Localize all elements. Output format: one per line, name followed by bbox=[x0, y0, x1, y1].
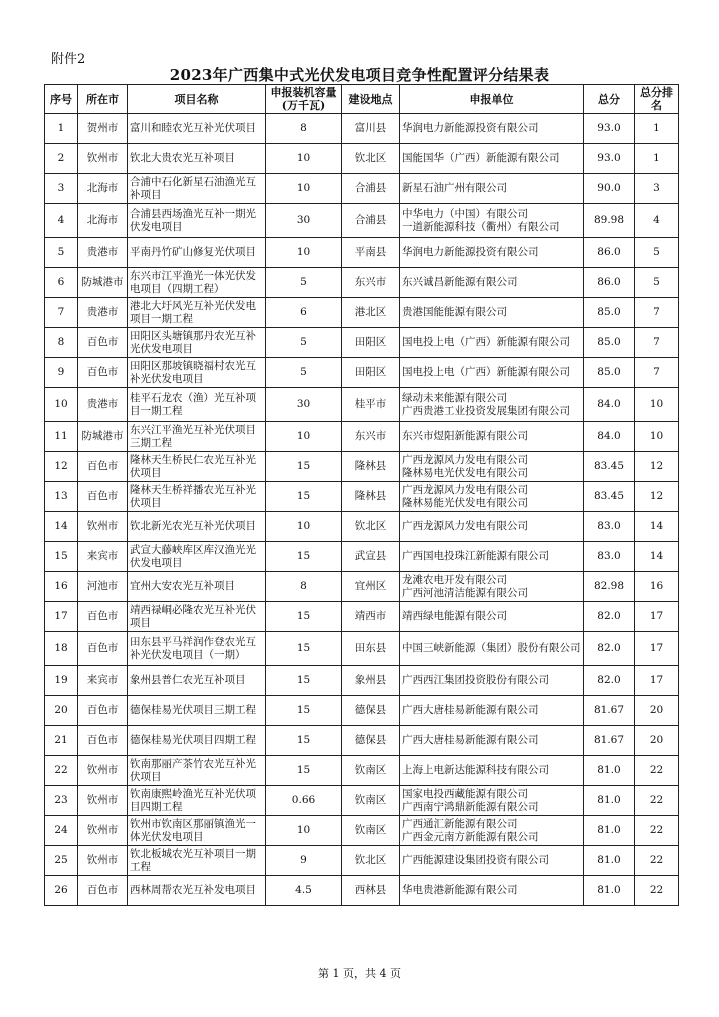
row-number: 1 bbox=[45, 114, 78, 144]
capacity-cell: 30 bbox=[266, 204, 342, 238]
city-cell: 钦州市 bbox=[78, 512, 128, 542]
rank-cell: 22 bbox=[635, 786, 679, 816]
score-cell: 82.0 bbox=[584, 666, 635, 696]
capacity-cell: 15 bbox=[266, 632, 342, 666]
capacity-cell: 15 bbox=[266, 696, 342, 726]
header-capacity: 申报装机容量(万千瓦) bbox=[266, 85, 342, 114]
location-cell: 钦南区 bbox=[342, 756, 400, 786]
project-name-cell: 田阳区头塘镇那丹农光互补光伏发电项目 bbox=[128, 328, 266, 358]
city-cell: 百色市 bbox=[78, 632, 128, 666]
row-number: 20 bbox=[45, 696, 78, 726]
applicant-cell: 广西国电投珠江新能源有限公司 bbox=[400, 542, 584, 572]
score-cell: 85.0 bbox=[584, 358, 635, 388]
city-cell: 钦州市 bbox=[78, 144, 128, 174]
applicant-cell: 广西大唐桂易新能源有限公司 bbox=[400, 726, 584, 756]
location-cell: 宜州区 bbox=[342, 572, 400, 602]
score-cell: 86.0 bbox=[584, 268, 635, 298]
city-cell: 百色市 bbox=[78, 328, 128, 358]
rank-cell: 17 bbox=[635, 632, 679, 666]
header-city: 所在市 bbox=[78, 85, 128, 114]
capacity-cell: 30 bbox=[266, 388, 342, 422]
attachment-label: 附件2 bbox=[51, 52, 86, 67]
location-cell: 靖西市 bbox=[342, 602, 400, 632]
project-name-cell: 合浦县西场渔光互补一期光伏发电项目 bbox=[128, 204, 266, 238]
header-no: 序号 bbox=[45, 85, 78, 114]
project-name-cell: 东兴市江平渔光一体光伏发电项目（四期工程） bbox=[128, 268, 266, 298]
score-cell: 83.45 bbox=[584, 482, 635, 512]
city-cell: 钦州市 bbox=[78, 816, 128, 846]
score-cell: 86.0 bbox=[584, 238, 635, 268]
capacity-cell: 15 bbox=[266, 756, 342, 786]
score-cell: 81.0 bbox=[584, 756, 635, 786]
score-cell: 85.0 bbox=[584, 298, 635, 328]
row-number: 14 bbox=[45, 512, 78, 542]
location-cell: 钦北区 bbox=[342, 512, 400, 542]
capacity-cell: 4.5 bbox=[266, 876, 342, 906]
table-row bbox=[45, 328, 679, 358]
table-row bbox=[45, 632, 679, 666]
capacity-cell: 5 bbox=[266, 328, 342, 358]
city-cell: 河池市 bbox=[78, 572, 128, 602]
rank-cell: 16 bbox=[635, 572, 679, 602]
city-cell: 百色市 bbox=[78, 452, 128, 482]
results-table bbox=[44, 84, 679, 906]
location-cell: 富川县 bbox=[342, 114, 400, 144]
capacity-cell: 8 bbox=[266, 114, 342, 144]
location-cell: 港北区 bbox=[342, 298, 400, 328]
project-name-cell: 钦北板城农光互补项目一期工程 bbox=[128, 846, 266, 876]
city-cell: 百色市 bbox=[78, 358, 128, 388]
table-row bbox=[45, 846, 679, 876]
project-name-cell: 钦南那丽产茶竹农光互补光伏项目 bbox=[128, 756, 266, 786]
city-cell: 百色市 bbox=[78, 602, 128, 632]
score-cell: 82.0 bbox=[584, 632, 635, 666]
location-cell: 钦南区 bbox=[342, 786, 400, 816]
applicant-cell: 华电贵港新能源有限公司 bbox=[400, 876, 584, 906]
location-cell: 德保县 bbox=[342, 726, 400, 756]
capacity-cell: 5 bbox=[266, 268, 342, 298]
table-row bbox=[45, 816, 679, 846]
applicant-cell: 绿动未来能源有限公司 广西贵港工业投资发展集团有限公司 bbox=[400, 388, 584, 422]
table-row bbox=[45, 204, 679, 238]
project-name-cell: 德保桂易光伏项目四期工程 bbox=[128, 726, 266, 756]
page-footer: 第 1 页，共 4 页 bbox=[318, 967, 401, 980]
applicant-cell: 华润电力新能源投资有限公司 bbox=[400, 114, 584, 144]
city-cell: 百色市 bbox=[78, 876, 128, 906]
applicant-cell: 东兴市煜阳新能源有限公司 bbox=[400, 422, 584, 452]
score-cell: 82.98 bbox=[584, 572, 635, 602]
rank-cell: 3 bbox=[635, 174, 679, 204]
table-row bbox=[45, 786, 679, 816]
project-name-cell: 象州县普仁农光互补项目 bbox=[128, 666, 266, 696]
city-cell: 北海市 bbox=[78, 204, 128, 238]
row-number: 11 bbox=[45, 422, 78, 452]
location-cell: 田阳区 bbox=[342, 358, 400, 388]
header-applicant: 申报单位 bbox=[400, 85, 584, 114]
capacity-cell: 15 bbox=[266, 666, 342, 696]
row-number: 6 bbox=[45, 268, 78, 298]
rank-cell: 14 bbox=[635, 542, 679, 572]
location-cell: 西林县 bbox=[342, 876, 400, 906]
project-name-cell: 隆林天生桥民仁农光互补光伏项目 bbox=[128, 452, 266, 482]
capacity-cell: 15 bbox=[266, 542, 342, 572]
rank-cell: 20 bbox=[635, 726, 679, 756]
table-row bbox=[45, 482, 679, 512]
location-cell: 田阳区 bbox=[342, 328, 400, 358]
row-number: 15 bbox=[45, 542, 78, 572]
table-row bbox=[45, 144, 679, 174]
rank-cell: 22 bbox=[635, 816, 679, 846]
table-row bbox=[45, 542, 679, 572]
rank-cell: 1 bbox=[635, 114, 679, 144]
table-row bbox=[45, 298, 679, 328]
table-row bbox=[45, 238, 679, 268]
row-number: 24 bbox=[45, 816, 78, 846]
score-cell: 81.0 bbox=[584, 846, 635, 876]
location-cell: 武宣县 bbox=[342, 542, 400, 572]
capacity-cell: 10 bbox=[266, 422, 342, 452]
location-cell: 桂平市 bbox=[342, 388, 400, 422]
project-name-cell: 靖西禄峒必隆农光互补光伏项目 bbox=[128, 602, 266, 632]
applicant-cell: 东兴诚昌新能源有限公司 bbox=[400, 268, 584, 298]
location-cell: 东兴市 bbox=[342, 268, 400, 298]
capacity-cell: 10 bbox=[266, 174, 342, 204]
applicant-cell: 中国三峡新能源（集团）股份有限公司 bbox=[400, 632, 584, 666]
table-row bbox=[45, 174, 679, 204]
project-name-cell: 平南丹竹矿山修复光伏项目 bbox=[128, 238, 266, 268]
rank-cell: 10 bbox=[635, 388, 679, 422]
row-number: 13 bbox=[45, 482, 78, 512]
applicant-cell: 新星石油广州有限公司 bbox=[400, 174, 584, 204]
applicant-cell: 国电投上电（广西）新能源有限公司 bbox=[400, 358, 584, 388]
row-number: 9 bbox=[45, 358, 78, 388]
table-body bbox=[45, 114, 679, 906]
city-cell: 防城港市 bbox=[78, 422, 128, 452]
project-name-cell: 合浦中石化新星石油渔光互补项目 bbox=[128, 174, 266, 204]
score-cell: 85.0 bbox=[584, 328, 635, 358]
applicant-cell: 龙滩农电开发有限公司 广西河池清洁能源有限公司 bbox=[400, 572, 584, 602]
score-cell: 81.0 bbox=[584, 786, 635, 816]
applicant-cell: 靖西绿电能源有限公司 bbox=[400, 602, 584, 632]
row-number: 18 bbox=[45, 632, 78, 666]
applicant-cell: 广西龙源风力发电有限公司 bbox=[400, 512, 584, 542]
header-project-name: 项目名称 bbox=[128, 85, 266, 114]
table-row bbox=[45, 388, 679, 422]
score-cell: 84.0 bbox=[584, 422, 635, 452]
city-cell: 贵港市 bbox=[78, 238, 128, 268]
rank-cell: 22 bbox=[635, 756, 679, 786]
city-cell: 百色市 bbox=[78, 482, 128, 512]
table-row bbox=[45, 512, 679, 542]
city-cell: 百色市 bbox=[78, 696, 128, 726]
row-number: 26 bbox=[45, 876, 78, 906]
capacity-cell: 15 bbox=[266, 482, 342, 512]
applicant-cell: 国能国华（广西）新能源有限公司 bbox=[400, 144, 584, 174]
location-cell: 东兴市 bbox=[342, 422, 400, 452]
location-cell: 钦南区 bbox=[342, 816, 400, 846]
score-cell: 83.0 bbox=[584, 542, 635, 572]
applicant-cell: 广西西江集团投资股份有限公司 bbox=[400, 666, 584, 696]
table-row bbox=[45, 726, 679, 756]
table-row bbox=[45, 696, 679, 726]
table-row bbox=[45, 452, 679, 482]
applicant-cell: 国电投上电（广西）新能源有限公司 bbox=[400, 328, 584, 358]
city-cell: 北海市 bbox=[78, 174, 128, 204]
location-cell: 合浦县 bbox=[342, 174, 400, 204]
row-number: 2 bbox=[45, 144, 78, 174]
row-number: 10 bbox=[45, 388, 78, 422]
header-location: 建设地点 bbox=[342, 85, 400, 114]
project-name-cell: 东兴江平渔光互补光伏项目三期工程 bbox=[128, 422, 266, 452]
project-name-cell: 钦州市钦南区那丽镇渔光一体光伏发电项目 bbox=[128, 816, 266, 846]
city-cell: 钦州市 bbox=[78, 786, 128, 816]
score-cell: 84.0 bbox=[584, 388, 635, 422]
project-name-cell: 钦北大贵农光互补项目 bbox=[128, 144, 266, 174]
rank-cell: 12 bbox=[635, 452, 679, 482]
table-row bbox=[45, 358, 679, 388]
city-cell: 来宾市 bbox=[78, 542, 128, 572]
score-cell: 90.0 bbox=[584, 174, 635, 204]
project-name-cell: 钦北新光农光互补光伏项目 bbox=[128, 512, 266, 542]
table-row bbox=[45, 268, 679, 298]
row-number: 23 bbox=[45, 786, 78, 816]
rank-cell: 12 bbox=[635, 482, 679, 512]
score-cell: 89.98 bbox=[584, 204, 635, 238]
city-cell: 钦州市 bbox=[78, 846, 128, 876]
capacity-cell: 0.66 bbox=[266, 786, 342, 816]
city-cell: 贵港市 bbox=[78, 298, 128, 328]
capacity-cell: 15 bbox=[266, 602, 342, 632]
capacity-cell: 10 bbox=[266, 238, 342, 268]
capacity-cell: 8 bbox=[266, 572, 342, 602]
table-row bbox=[45, 422, 679, 452]
applicant-cell: 广西龙源风力发电有限公司 隆林易电光伏发电有限公司 bbox=[400, 452, 584, 482]
applicant-cell: 广西通汇新能源有限公司 广西金元南方新能源有限公司 bbox=[400, 816, 584, 846]
row-number: 12 bbox=[45, 452, 78, 482]
header-rank: 总分排名 bbox=[635, 85, 679, 114]
capacity-cell: 10 bbox=[266, 144, 342, 174]
capacity-cell: 9 bbox=[266, 846, 342, 876]
project-name-cell: 西林周帮农光互补发电项目 bbox=[128, 876, 266, 906]
row-number: 25 bbox=[45, 846, 78, 876]
project-name-cell: 宜州大安农光互补项目 bbox=[128, 572, 266, 602]
rank-cell: 22 bbox=[635, 846, 679, 876]
rank-cell: 10 bbox=[635, 422, 679, 452]
applicant-cell: 华润电力新能源投资有限公司 bbox=[400, 238, 584, 268]
capacity-cell: 5 bbox=[266, 358, 342, 388]
score-cell: 81.0 bbox=[584, 876, 635, 906]
rank-cell: 14 bbox=[635, 512, 679, 542]
rank-cell: 4 bbox=[635, 204, 679, 238]
rank-cell: 1 bbox=[635, 144, 679, 174]
applicant-cell: 广西龙源风力发电有限公司 隆林易能光伏发电有限公司 bbox=[400, 482, 584, 512]
rank-cell: 22 bbox=[635, 876, 679, 906]
location-cell: 象州县 bbox=[342, 666, 400, 696]
score-cell: 93.0 bbox=[584, 114, 635, 144]
row-number: 5 bbox=[45, 238, 78, 268]
applicant-cell: 贵港国能能源有限公司 bbox=[400, 298, 584, 328]
applicant-cell: 国家电投西藏能源有限公司 广西南宁鸿鼎新能源有限公司 bbox=[400, 786, 584, 816]
rank-cell: 17 bbox=[635, 666, 679, 696]
table-row bbox=[45, 572, 679, 602]
city-cell: 百色市 bbox=[78, 726, 128, 756]
applicant-cell: 中华电力（中国）有限公司 一道新能源科技（衢州）有限公司 bbox=[400, 204, 584, 238]
project-name-cell: 钦南康熙岭渔光互补光伏项目四期工程 bbox=[128, 786, 266, 816]
project-name-cell: 田东县平马祥润作登农光互补光伏发电项目（一期） bbox=[128, 632, 266, 666]
row-number: 17 bbox=[45, 602, 78, 632]
project-name-cell: 港北大圩风光互补光伏发电项目一期工程 bbox=[128, 298, 266, 328]
project-name-cell: 隆林天生桥祥播农光互补光伏项目 bbox=[128, 482, 266, 512]
capacity-cell: 15 bbox=[266, 726, 342, 756]
location-cell: 钦北区 bbox=[342, 846, 400, 876]
header-score: 总分 bbox=[584, 85, 635, 114]
location-cell: 隆林县 bbox=[342, 482, 400, 512]
applicant-cell: 广西能源建设集团投资有限公司 bbox=[400, 846, 584, 876]
rank-cell: 20 bbox=[635, 696, 679, 726]
row-number: 16 bbox=[45, 572, 78, 602]
row-number: 3 bbox=[45, 174, 78, 204]
city-cell: 来宾市 bbox=[78, 666, 128, 696]
capacity-cell: 6 bbox=[266, 298, 342, 328]
row-number: 4 bbox=[45, 204, 78, 238]
location-cell: 隆林县 bbox=[342, 452, 400, 482]
location-cell: 平南县 bbox=[342, 238, 400, 268]
score-cell: 81.67 bbox=[584, 726, 635, 756]
row-number: 8 bbox=[45, 328, 78, 358]
rank-cell: 5 bbox=[635, 238, 679, 268]
applicant-cell: 广西大唐桂易新能源有限公司 bbox=[400, 696, 584, 726]
project-name-cell: 德保桂易光伏项目三期工程 bbox=[128, 696, 266, 726]
rank-cell: 7 bbox=[635, 298, 679, 328]
capacity-cell: 10 bbox=[266, 512, 342, 542]
capacity-cell: 10 bbox=[266, 816, 342, 846]
score-cell: 81.67 bbox=[584, 696, 635, 726]
capacity-cell: 15 bbox=[266, 452, 342, 482]
location-cell: 田东县 bbox=[342, 632, 400, 666]
score-cell: 93.0 bbox=[584, 144, 635, 174]
table-header-row bbox=[45, 85, 679, 114]
location-cell: 合浦县 bbox=[342, 204, 400, 238]
project-name-cell: 富川和睦农光互补光伏项目 bbox=[128, 114, 266, 144]
page-title: 2023年广西集中式光伏发电项目竞争性配置评分结果表 bbox=[169, 66, 550, 84]
location-cell: 德保县 bbox=[342, 696, 400, 726]
table-row bbox=[45, 756, 679, 786]
city-cell: 防城港市 bbox=[78, 268, 128, 298]
score-cell: 81.0 bbox=[584, 816, 635, 846]
location-cell: 钦北区 bbox=[342, 144, 400, 174]
city-cell: 贵港市 bbox=[78, 388, 128, 422]
row-number: 7 bbox=[45, 298, 78, 328]
row-number: 21 bbox=[45, 726, 78, 756]
city-cell: 贺州市 bbox=[78, 114, 128, 144]
project-name-cell: 桂平石龙农（渔）光互补项目一期工程 bbox=[128, 388, 266, 422]
rank-cell: 17 bbox=[635, 602, 679, 632]
score-cell: 83.0 bbox=[584, 512, 635, 542]
row-number: 19 bbox=[45, 666, 78, 696]
rank-cell: 7 bbox=[635, 328, 679, 358]
table-row bbox=[45, 114, 679, 144]
table-row bbox=[45, 666, 679, 696]
table-row bbox=[45, 876, 679, 906]
project-name-cell: 田阳区那坡镇晓福村农光互补光伏发电项目 bbox=[128, 358, 266, 388]
row-number: 22 bbox=[45, 756, 78, 786]
score-cell: 83.45 bbox=[584, 452, 635, 482]
table-row bbox=[45, 602, 679, 632]
applicant-cell: 上海上电新达能源科技有限公司 bbox=[400, 756, 584, 786]
score-cell: 82.0 bbox=[584, 602, 635, 632]
city-cell: 钦州市 bbox=[78, 756, 128, 786]
rank-cell: 7 bbox=[635, 358, 679, 388]
rank-cell: 5 bbox=[635, 268, 679, 298]
project-name-cell: 武宣大藤峡库区库汉渔光光伏发电项目 bbox=[128, 542, 266, 572]
